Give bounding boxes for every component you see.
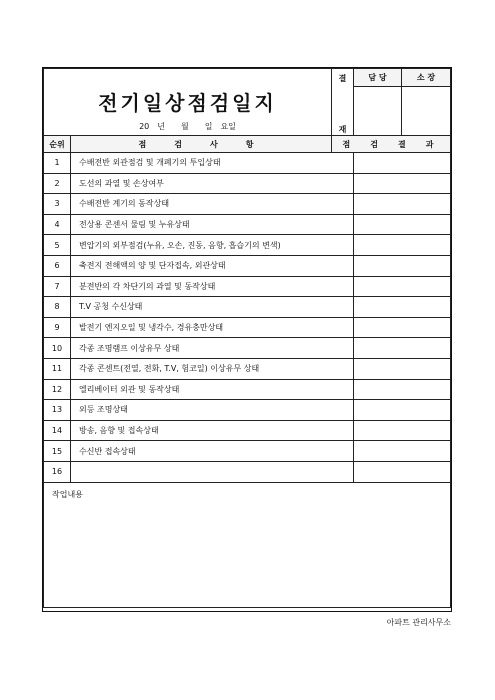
page-title: 전기일상점검일지	[98, 91, 277, 115]
row-number: 10	[44, 338, 71, 359]
inspection-item: 전상용 콘센서 물림 및 누유상태	[71, 214, 354, 235]
row-number: 14	[44, 420, 71, 441]
table-row	[44, 317, 451, 338]
row-number: 8	[44, 297, 71, 318]
row-number: 11	[44, 358, 71, 379]
inspection-result-cell[interactable]	[354, 420, 451, 441]
office-footer: 아파트 관리사무소	[386, 618, 451, 627]
approval-label-bottom: 재	[338, 125, 347, 134]
inspection-result-cell[interactable]	[354, 214, 451, 235]
table-row	[44, 276, 451, 297]
inspection-result-cell[interactable]	[354, 255, 451, 276]
row-number: 7	[44, 276, 71, 297]
row-number: 1	[44, 153, 71, 174]
table-row	[44, 235, 451, 256]
row-number: 9	[44, 317, 71, 338]
inspection-result-cell[interactable]	[354, 173, 451, 194]
table-row	[44, 214, 451, 235]
inspection-result-cell[interactable]	[354, 235, 451, 256]
column-item-header: 점 검 사 항	[71, 136, 332, 153]
table-row	[44, 297, 451, 318]
work-notes-label: 작업내용	[52, 489, 83, 499]
inspection-item: 각종 조명램프 이상유무 상태	[71, 338, 354, 359]
inspection-item: 방송, 음향 및 접속상태	[71, 420, 354, 441]
row-number: 6	[44, 255, 71, 276]
table-row	[44, 400, 451, 421]
inspection-item	[71, 461, 354, 482]
row-number: 5	[44, 235, 71, 256]
inspection-item: 분전반의 각 차단기의 과열 및 동작상태	[71, 276, 354, 297]
column-result-header: 점 검 결 과	[332, 136, 451, 153]
inspection-result-cell[interactable]	[354, 153, 451, 174]
title-cell	[44, 69, 332, 119]
inspection-result-cell[interactable]	[354, 297, 451, 318]
log-table	[43, 68, 451, 608]
inspection-result-cell[interactable]	[354, 400, 451, 421]
inspection-log-form	[42, 67, 452, 612]
inspection-result-cell[interactable]	[354, 358, 451, 379]
inspection-item: 수배전반 계기의 동작상태	[71, 194, 354, 215]
inspection-result-cell[interactable]	[354, 338, 451, 359]
inspection-result-cell[interactable]	[354, 276, 451, 297]
inspection-result-cell[interactable]	[354, 194, 451, 215]
inspection-item: 발전기 엔지오일 및 냉각수, 경유충만상태	[71, 317, 354, 338]
row-number: 16	[44, 461, 71, 482]
inspection-item: T.V 공청 수신상태	[71, 297, 354, 318]
table-row	[44, 338, 451, 359]
inspection-item: 외등 조명상태	[71, 400, 354, 421]
table-row	[44, 194, 451, 215]
table-row	[44, 441, 451, 462]
table-row	[44, 153, 451, 174]
row-number: 2	[44, 173, 71, 194]
inspection-item: 도선의 과열 및 손상여부	[71, 173, 354, 194]
table-row	[44, 461, 451, 482]
approver-2-header: 소 장	[402, 69, 451, 87]
table-row	[44, 379, 451, 400]
row-number: 4	[44, 214, 71, 235]
approver-1-header: 담 당	[354, 69, 402, 87]
row-number: 15	[44, 441, 71, 462]
inspection-rows	[44, 153, 451, 483]
approver-1-signature[interactable]	[354, 87, 402, 136]
inspection-result-cell[interactable]	[354, 379, 451, 400]
row-number: 13	[44, 400, 71, 421]
inspection-item: 각종 콘센트(전열, 전화, T.V, 험코일) 이상유무 상태	[71, 358, 354, 379]
date-line[interactable]: 20 년 월 일 요일	[44, 119, 332, 136]
table-row	[44, 173, 451, 194]
table-row	[44, 358, 451, 379]
approval-label-top: 결	[338, 74, 347, 83]
approval-label-cell	[332, 69, 354, 136]
work-notes-area[interactable]	[44, 482, 451, 607]
column-order-header: 순위	[44, 136, 71, 153]
table-row	[44, 255, 451, 276]
inspection-item: 축전지 전해액의 양 및 단자접속, 외관상태	[71, 255, 354, 276]
row-number: 12	[44, 379, 71, 400]
row-number: 3	[44, 194, 71, 215]
inspection-item: 변압기의 외부점검(누유, 오손, 진동, 음향, 흡습기의 변색)	[71, 235, 354, 256]
inspection-item: 엘리베이터 외관 및 동작상태	[71, 379, 354, 400]
inspection-result-cell[interactable]	[354, 317, 451, 338]
inspection-item: 수배전반 외관점검 및 개폐기의 투입상태	[71, 153, 354, 174]
inspection-result-cell[interactable]	[354, 461, 451, 482]
table-row	[44, 420, 451, 441]
inspection-result-cell[interactable]	[354, 441, 451, 462]
approver-2-signature[interactable]	[402, 87, 451, 136]
inspection-item: 수신반 접속상태	[71, 441, 354, 462]
